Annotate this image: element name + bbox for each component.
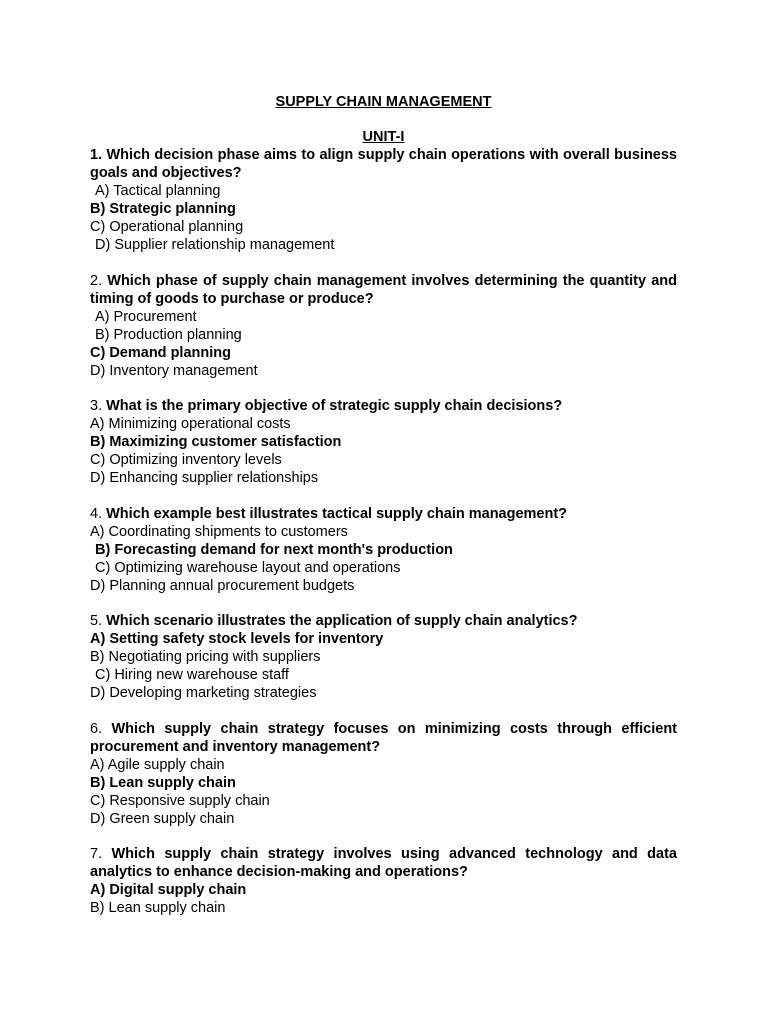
answer-option: B) Negotiating pricing with suppliers	[90, 649, 321, 665]
question-list	[90, 146, 677, 917]
question-block	[90, 720, 677, 828]
question-number: 7.	[90, 846, 103, 862]
question-stem	[90, 397, 677, 415]
answer-option: A) Agile supply chain	[90, 756, 225, 773]
question-block	[90, 146, 677, 254]
answer-option: B) Lean supply chain	[90, 900, 226, 916]
question-stem	[90, 612, 677, 630]
answer-option: C) Hiring new warehouse staff	[95, 667, 289, 683]
question-text: What is the primary objective of strategic supply chain decisions?	[106, 398, 563, 414]
answer-option-correct: C) Demand planning	[90, 344, 231, 361]
question-stem	[90, 272, 677, 308]
answer-option: D) Enhancing supplier relationships	[90, 470, 319, 486]
question-stem	[90, 146, 677, 182]
answer-option: D) Inventory management	[90, 362, 258, 379]
question-block	[90, 612, 677, 702]
question-number: 2.	[90, 272, 103, 289]
answer-option: C) Optimizing inventory levels	[90, 452, 282, 468]
question-text: Which supply chain strategy focuses on minimizing costs through efficient procurement and inventory management?	[90, 720, 678, 755]
answer-option: D) Green supply chain	[90, 810, 235, 827]
question-block	[90, 272, 677, 380]
answer-option: C) Operational planning	[90, 219, 244, 235]
answer-option: A) Procurement	[95, 308, 197, 325]
question-number: 5.	[90, 613, 103, 629]
answer-option: B) Production planning	[95, 326, 242, 343]
question-text: Which supply chain strategy involves using advanced technology and data analytics to enhance decision-making and operations?	[90, 846, 677, 880]
question-text: Which example best illustrates tactical supply chain management?	[106, 505, 568, 522]
question-block	[90, 397, 677, 487]
question-block	[90, 845, 677, 917]
answer-option: A) Coordinating shipments to customers	[90, 523, 348, 540]
question-block	[90, 505, 677, 595]
unit-heading: UNIT-I	[362, 129, 405, 145]
question-stem	[90, 845, 677, 881]
answer-option: D) Supplier relationship management	[95, 237, 335, 253]
document-title: SUPPLY CHAIN MANAGEMENT	[275, 94, 492, 110]
answer-option: A) Tactical planning	[95, 183, 221, 199]
question-text: Which scenario illustrates the application of supply chain analytics?	[106, 613, 578, 629]
answer-option: C) Responsive supply chain	[90, 792, 270, 809]
question-stem	[90, 720, 677, 756]
answer-option: D) Planning annual procurement budgets	[90, 577, 355, 594]
answer-option: D) Developing marketing strategies	[90, 685, 317, 701]
question-number: 4.	[90, 505, 103, 522]
answer-option-correct: B) Lean supply chain	[90, 774, 236, 791]
answer-option-correct: A) Setting safety stock levels for inventory	[90, 631, 384, 647]
question-stem	[90, 505, 677, 523]
answer-option-correct: B) Maximizing customer satisfaction	[90, 434, 342, 450]
question-text: Which decision phase aims to align supply chain operations with overall business goals and objectives?	[90, 147, 677, 181]
question-number: 6.	[90, 720, 103, 737]
question-number: 1.	[90, 147, 103, 163]
document-page	[90, 93, 677, 935]
answer-option-correct: A) Digital supply chain	[90, 882, 247, 898]
question-text: Which phase of supply chain management involves determining the quantity and timing of goods to purchase or produce?	[90, 272, 677, 307]
question-number: 3.	[90, 398, 103, 414]
answer-option-correct: B) Strategic planning	[90, 201, 236, 217]
answer-option: C) Optimizing warehouse layout and operations	[95, 559, 401, 576]
answer-option: A) Minimizing operational costs	[90, 416, 291, 432]
answer-option-correct: B) Forecasting demand for next month's production	[95, 541, 453, 558]
